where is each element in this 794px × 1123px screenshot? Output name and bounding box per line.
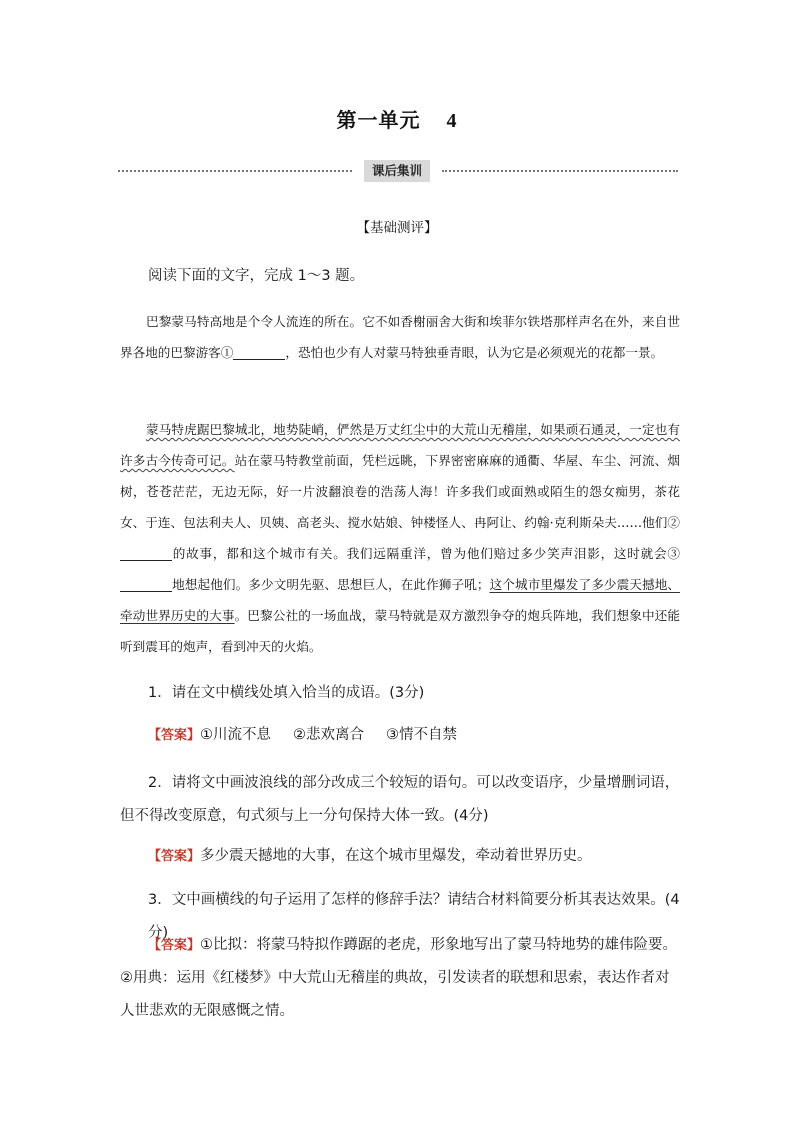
blank-1 [233,345,285,360]
question-1: 1．请在文中横线处填入恰当的成语。(3分) [148,685,425,701]
passage-paragraph-2 [120,414,680,662]
answer-tag: 【答案】 [148,728,201,743]
passage-text: 巴黎蒙马特高地是个令人流连的所在。它不如香榭丽舍大街和埃菲尔铁塔那样声名在外，来自世界各地的巴黎游客① [120,314,680,360]
answer-1-item-3: ③情不自禁 [386,727,458,743]
wavy-underlined-text: 蒙马特虎踞巴黎城北，地势陡峭，俨然是万丈红尘中的大荒山无稽崖，如果顽石通灵，一定也有许多古今传奇可记。 [120,422,680,468]
passage-text: 的故事，都和这个城市有关。我们远隔重洋，曾为他们赔过多少笑声泪影，这时就会③ [172,546,680,561]
section-badge: 课后集训 [364,160,430,182]
reading-instruction: 阅读下面的文字，完成 1～3 题。 [148,268,365,284]
blank-3 [120,577,172,592]
answer-1-item-2: ②悲欢离合 [293,727,365,743]
question-3: 3．文中画横线的句子运用了怎样的修辞手法？请结合材料简要分析其表达效果。(4分) [148,892,680,941]
answer-3 [120,929,682,1028]
answer-tag: 【答案】 [148,849,201,864]
answer-2-text: 多少震天撼地的大事，在这个城市里爆发，牵动着世界历史。 [200,848,592,864]
divider-left [118,170,352,174]
page-title [0,104,794,133]
divider-right [442,170,678,174]
lesson-number: 4 [446,110,458,132]
answer-3-text: ①比拟：将蒙马特拟作蹲踞的老虎，形象地写出了蒙马特地势的雄伟险要。②用典：运用《红楼梦》中大荒山无稽崖的典故，引发读者的联想和思索，表达作者对人世悲欢的无限感慨之情。 [120,937,678,1019]
answer-tag: 【答案】 [148,938,201,953]
passage-text: ，恐怕也少有人对蒙马特独垂青眼，认为它是必须观光的花都一景。 [285,345,664,360]
section-heading: 【基础测评】 [356,220,438,236]
answer-1-item-1: ①川流不息 [200,727,272,743]
unit-title: 第一单元 [336,108,421,132]
passage-paragraph-1 [120,306,680,368]
underlined-text: 这个城市里爆发了多少震天撼地、牵动世界历史的大事 [120,577,681,623]
passage-text: 站在蒙马特教堂前面，凭栏远眺，下界密密麻麻的通衢、华屋、车尘、河流、烟树，苍苍茫茫，无边无际，好一片波翻浪卷的浩荡人海！许多我们或面熟或陌生的怨女痴男，茶花女、于连、包法利夫人、贝姨、高老头、搅水姑娘、钟楼怪人、冉阿让、约翰·克利斯朵夫……他们② [120,453,681,530]
answer-2 [148,840,682,873]
blank-2 [120,546,172,561]
passage-text: 。巴黎公社的一场血战，蒙马特就是双方激烈争夺的炮兵阵地，我们想象中还能听到震耳的炮声，看到冲天的火焰。 [120,608,681,654]
passage-text: 地想起他们。多少文明先驱、思想巨人，在此作狮子吼； [172,577,490,592]
question-2: 2．请将文中画波浪线的部分改成三个较短的语句。可以改变语序，少量增删词语，但不得改变原意，句式须与上一分句保持大体一致。(4分) [120,775,680,824]
answer-1 [148,719,682,752]
